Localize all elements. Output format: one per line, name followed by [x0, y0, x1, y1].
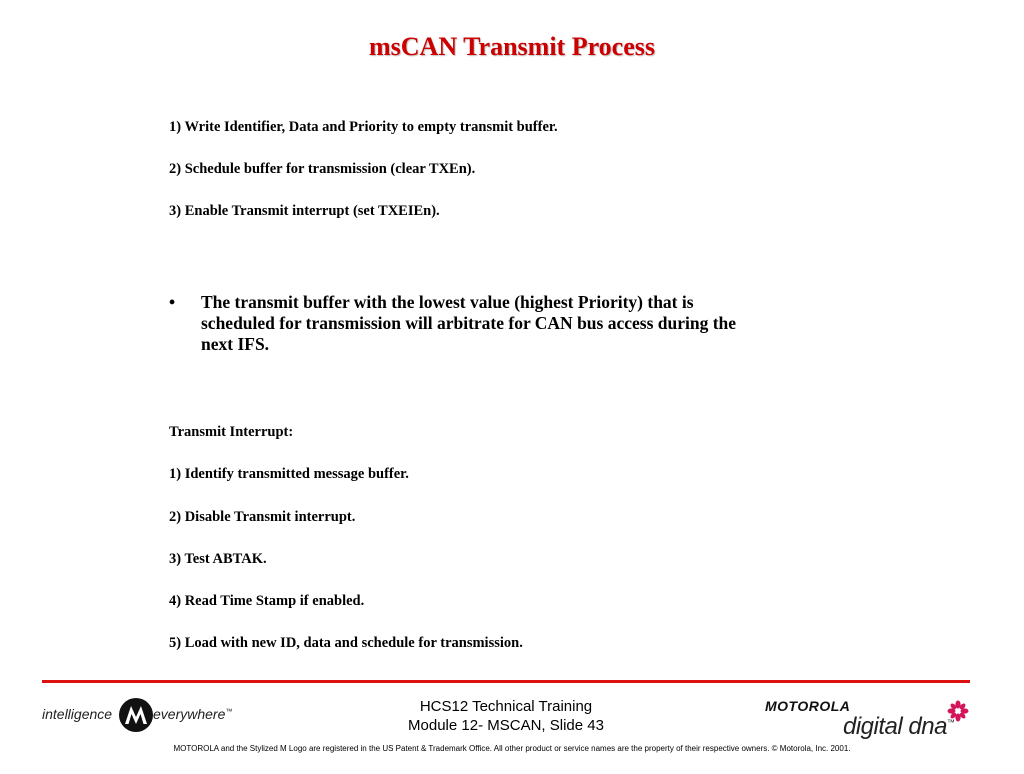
footer-course-info	[356, 697, 656, 735]
step-3: 3) Enable Transmit interrupt (set TXEIEn).	[169, 203, 440, 219]
step-1: 1) Write Identifier, Data and Priority to empty transmit buffer.	[169, 119, 558, 135]
interrupt-step-1: 1) Identify transmitted message buffer.	[169, 466, 409, 482]
footer-module: Module 12- MSCAN, Slide 43	[408, 717, 604, 734]
motorola-brand: MOTOROLA	[765, 698, 851, 714]
step-2: 2) Schedule buffer for transmission (clear TXEn).	[169, 161, 476, 177]
interrupt-step-5: 5) Load with new ID, data and schedule for transmission.	[169, 635, 523, 651]
footer-course: HCS12 Technical Training	[419, 698, 593, 715]
footer-divider	[42, 680, 970, 683]
interrupt-heading: Transmit Interrupt:	[169, 424, 294, 440]
interrupt-step-3: 3) Test ABTAK.	[169, 551, 267, 567]
interrupt-step-2: 2) Disable Transmit interrupt.	[169, 509, 356, 525]
motorola-digital-dna-logo	[765, 698, 975, 744]
motorola-m-logo-icon	[118, 697, 154, 733]
intelligence-everywhere-logo	[42, 697, 242, 737]
logo-word-everywhere: everywhere™	[153, 706, 233, 722]
legal-notice: MOTOROLA and the Stylized M Logo are registered in the US Patent & Trademark Office. All other product or service names are the property of their respective owners. © Motorola, Inc. 2001.	[173, 744, 851, 753]
interrupt-step-4: 4) Read Time Stamp if enabled.	[169, 593, 365, 609]
logo-word-intelligence: intelligence	[42, 706, 113, 722]
slide-title: msCAN Transmit Process	[369, 32, 655, 61]
bullet-text: The transmit buffer with the lowest value (highest Priority) that is scheduled for transmission will arbitrate for CAN bus access during the next IFS.	[201, 292, 737, 354]
digital-dna-product: digital dna™	[843, 713, 955, 740]
bullet-symbol: •	[169, 292, 176, 312]
digital-dna-flower-icon	[947, 700, 969, 722]
